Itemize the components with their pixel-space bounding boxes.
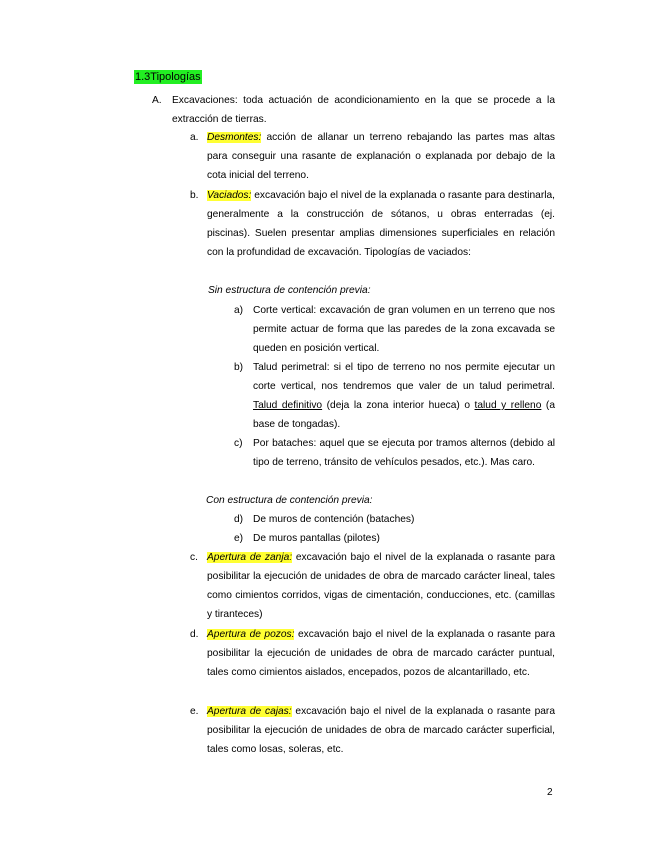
sin-estructura-label: Sin estructura de contención previa: [208,285,371,296]
subitem-talud-perimetral [234,358,555,434]
item-apertura-pozos [190,625,555,682]
subitem-text: De muros pantallas (pilotes) [253,533,380,544]
list-marker: e. [190,706,199,717]
highlighted-term: Apertura de zanja: [207,552,293,563]
item-desmontes [190,128,555,185]
subitem-muros-contencion [234,510,555,529]
list-marker: a) [234,305,244,316]
item-text: excavación bajo el nivel de la explanada o rasante para posibilitar la ejecución de unidades de obra de marcado carácter superficial, tales como losas, soleras, etc. [207,706,555,755]
list-marker: e) [234,533,244,544]
list-marker: a. [190,132,199,143]
item-apertura-zanja [190,548,555,624]
section-a-text: Excavaciones: toda actuación de acondicionamiento en la que se procede a la extracción de tierras. [172,95,555,125]
list-marker: d) [234,514,244,525]
item-apertura-cajas [190,702,555,759]
item-text: excavación bajo el nivel de la explanada o rasante para posibilitar la ejecución de unidades de obra de marcado carácter lineal, tales como cimientos corridos, vigas de cimentación, conducciones, etc. (camillas y tiranteces) [207,552,555,620]
list-marker: c) [234,438,243,449]
item-vaciados [190,186,555,262]
list-marker: b) [234,362,244,373]
subitem-text: (deja la zona interior hueca) o [322,400,475,411]
highlighted-term: Desmontes: [207,132,262,143]
talud-relleno-term: talud y relleno [474,400,542,411]
section-heading: 1.3Tipologías [135,71,201,83]
item-text: excavación bajo el nivel de la explanada o rasante para destinarla, generalmente a la construcción de sótanos, u obras enterradas (ej. piscinas). Suelen presentar amplias dimensiones superficiales en relación con la profundidad de excavación. Tipologías de vaciados: [207,190,555,258]
subitem-text: De muros de contención (bataches) [253,514,415,525]
page-number: 2 [547,787,553,798]
highlighted-term: Apertura de pozos: [207,629,295,640]
item-text: excavación bajo el nivel de la explanada o rasante para posibilitar la ejecución de unidades de obra de marcado carácter puntual, tales como cimientos aislados, encepados, pozos de alcantarillado, etc. [207,629,555,678]
list-marker: d. [190,629,199,640]
item-text: acción de allanar un terreno rebajando las partes mas altas para conseguir una rasante de explanación o explanada por debajo de la cota inicial del terreno. [207,132,555,181]
con-estructura-label: Con estructura de contención previa: [206,495,373,506]
highlighted-term: Apertura de cajas: [207,706,292,717]
highlighted-term: Vaciados: [207,190,252,201]
subitem-text: Talud perimetral: si el tipo de terreno no nos permite ejecutar un corte vertical, nos tendremos que valer de un talud perimetral. [253,362,555,392]
subitem-text: Corte vertical: excavación de gran volumen en un terreno que nos permite actuar de forma que las paredes de la zona excavada se queden en posición vertical. [253,305,555,354]
subitem-text: (a base de tongadas). [253,400,555,430]
list-marker: b. [190,190,199,201]
talud-definitivo-term: Talud definitivo [253,400,323,411]
list-marker: A. [152,95,162,106]
subitem-bataches [234,434,555,472]
subitem-muros-pantallas [234,529,555,548]
list-marker: c. [190,552,198,563]
section-a-excavaciones [152,91,555,129]
subitem-corte-vertical [234,301,555,358]
subitem-text: Por bataches: aquel que se ejecuta por tramos alternos (debido al tipo de terreno, tránsito de vehículos pesados, etc.). Mas caro. [253,438,555,468]
